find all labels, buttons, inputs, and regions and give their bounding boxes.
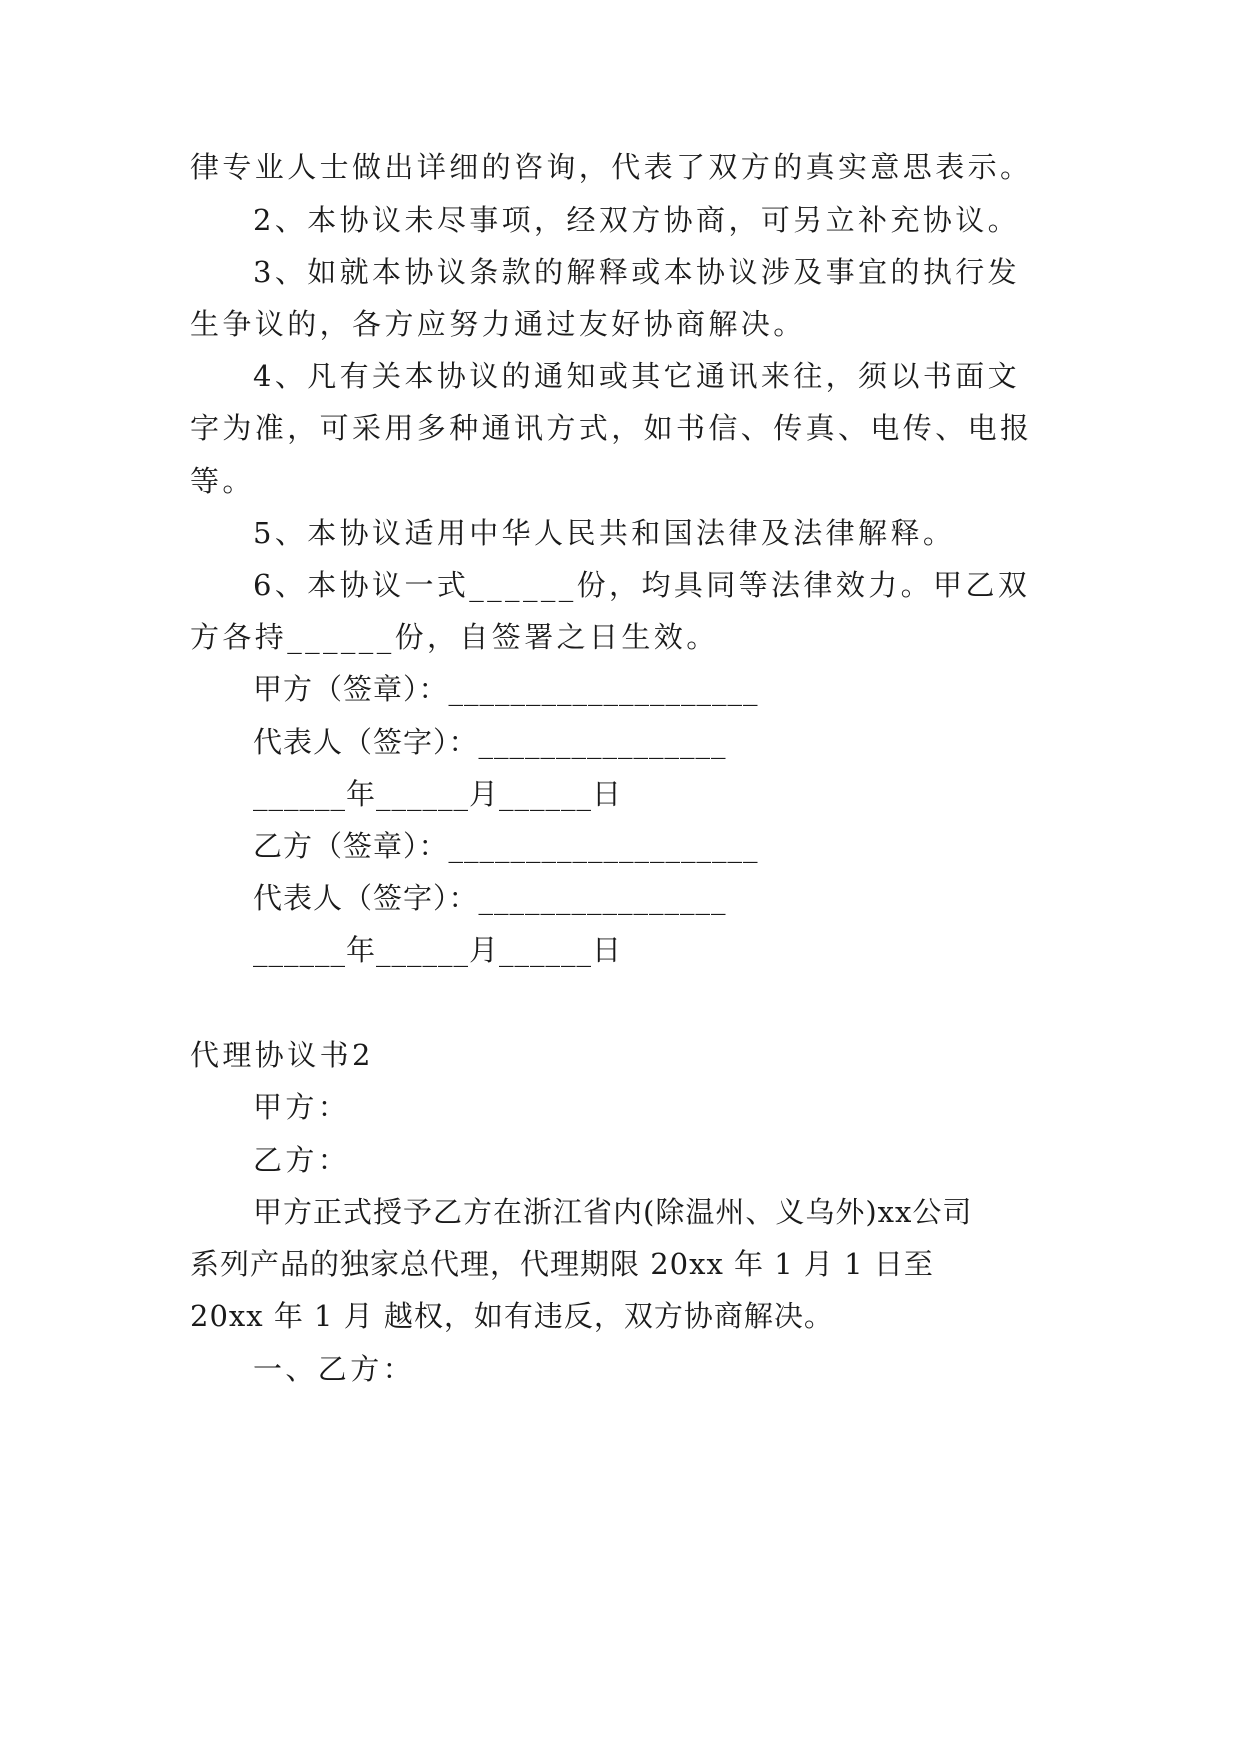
party-b-label: 乙方： bbox=[253, 1143, 351, 1177]
party-a-signature: 甲方（签章）：____________________ bbox=[253, 672, 759, 706]
paragraph-line: 律专业人士做出详细的咨询，代表了双方的真实意思表示。 bbox=[190, 150, 1033, 184]
clause-5: 5、本协议适用中华人民共和国法律及法律解释。 bbox=[253, 516, 956, 550]
agreement-body-continued: 系列产品的独家总代理，代理期限 20xx 年 1 月 1 日至 bbox=[190, 1247, 934, 1281]
section-one-heading: 一、乙方： bbox=[253, 1352, 416, 1386]
clause-4: 4、凡有关本协议的通知或其它通讯来往，须以书面文 bbox=[253, 359, 1021, 393]
party-b-date: ______年______月______日 bbox=[253, 933, 623, 967]
party-b-signature: 乙方（签章）：____________________ bbox=[253, 829, 759, 863]
agreement-body-end: 20xx 年 1 月 越权，如有违反，双方协商解决。 bbox=[190, 1299, 834, 1333]
section-title: 代理协议书2 bbox=[190, 1038, 374, 1072]
clause-6-continued: 方各持______份，自签署之日生效。 bbox=[190, 620, 719, 654]
party-a-representative: 代表人（签字）：________________ bbox=[253, 725, 727, 759]
party-b-representative: 代表人（签字）：________________ bbox=[253, 881, 727, 915]
clause-4-continued: 字为准，可采用多种通讯方式，如书信、传真、电传、电报 bbox=[190, 411, 1033, 445]
party-a-label: 甲方： bbox=[253, 1090, 351, 1124]
clause-6: 6、本协议一式______份，均具同等法律效力。甲乙双 bbox=[253, 568, 1031, 602]
clause-3: 3、如就本协议条款的解释或本协议涉及事宜的执行发 bbox=[253, 255, 1021, 289]
clause-2: 2、本协议未尽事项，经双方协商，可另立补充协议。 bbox=[253, 203, 1021, 237]
clause-4-end: 等。 bbox=[190, 464, 255, 498]
party-a-date: ______年______月______日 bbox=[253, 777, 623, 811]
clause-3-continued: 生争议的，各方应努力通过友好协商解决。 bbox=[190, 307, 806, 341]
agreement-body: 甲方正式授予乙方在浙江省内(除温州、义乌外)xx公司 bbox=[253, 1195, 973, 1229]
